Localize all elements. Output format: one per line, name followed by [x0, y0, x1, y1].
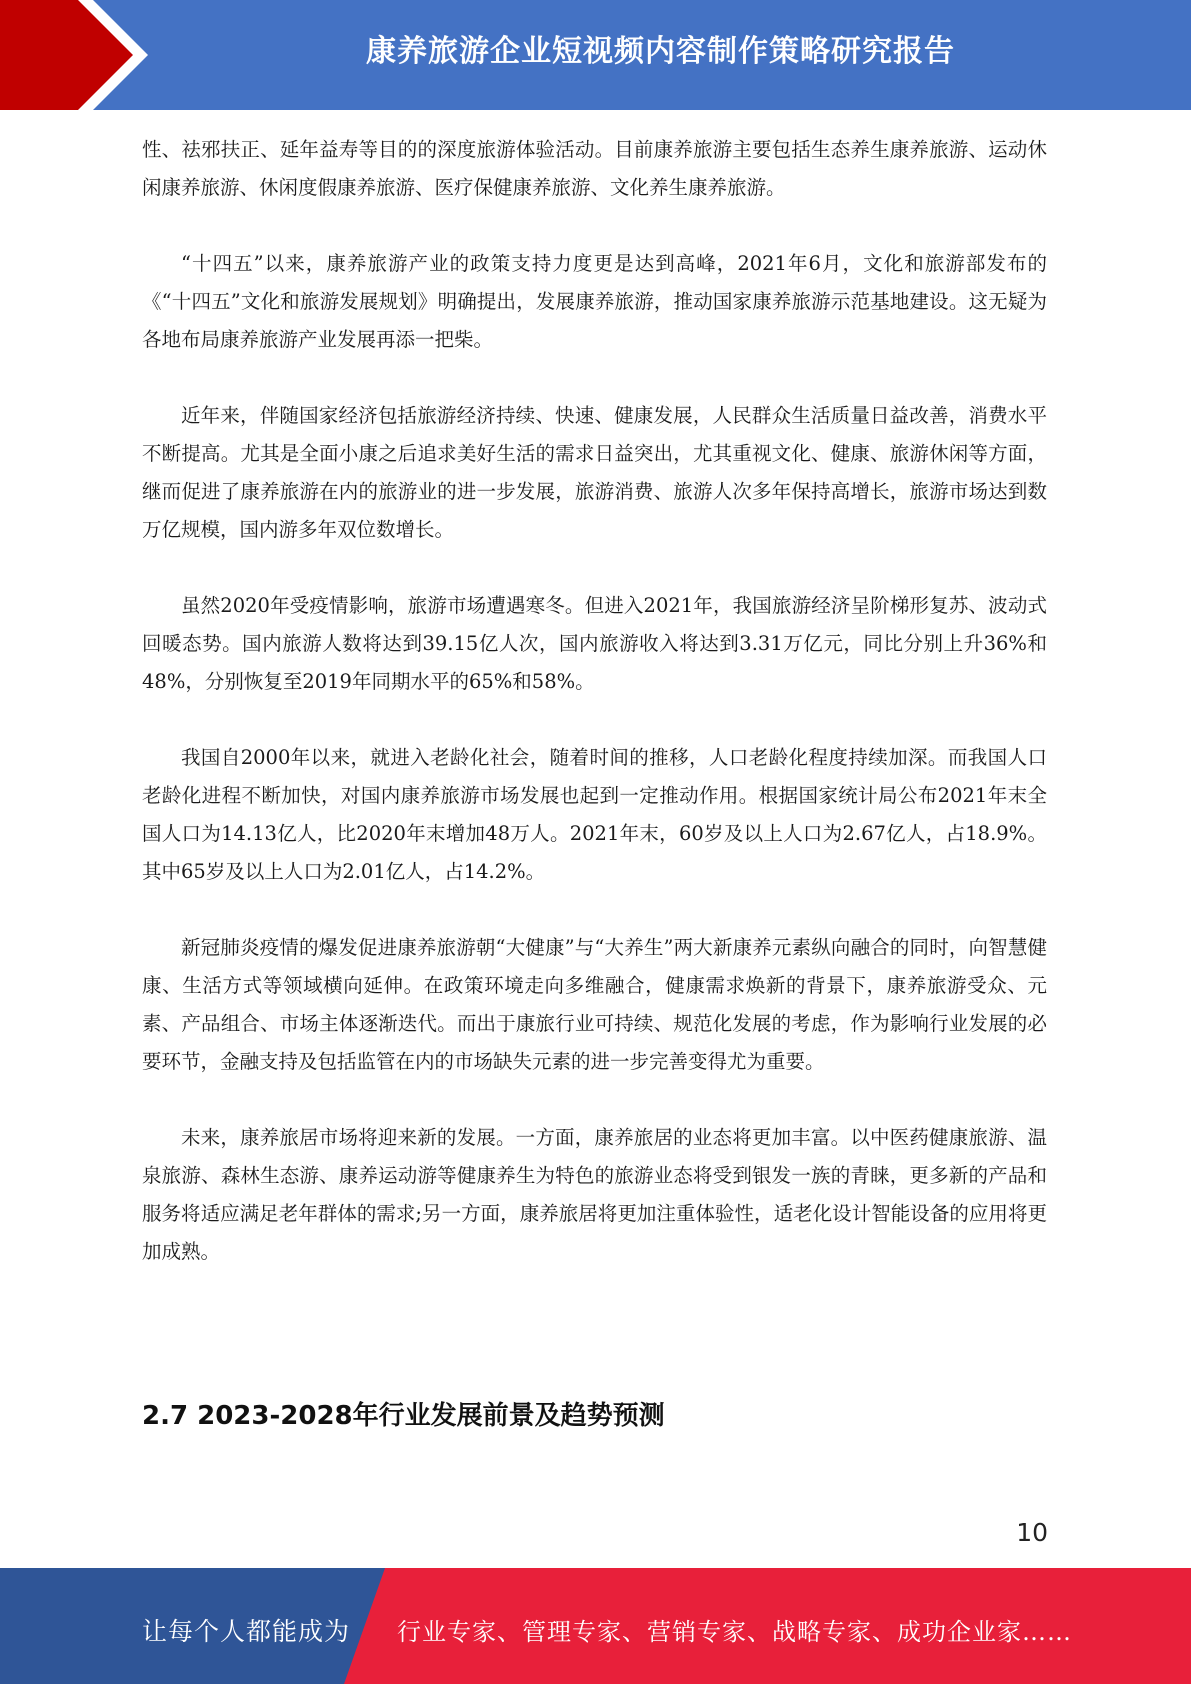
paragraph: 性、祛邪扶正、延年益寿等目的的深度旅游体验活动。目前康养旅游主要包括生态养生康养旅游、运动休闲康养旅游、休闲度假康养旅游、医疗保健康养旅游、文化养生康养旅游。 [142, 138, 1047, 199]
paragraph: 未来，康养旅居市场将迎来新的发展。一方面，康养旅居的业态将更加丰富。以中医药健康旅游、温泉旅游、森林生态游、康养运动游等健康养生为特色的旅游业态将受到银发一族的青睐，更多新的产品和服务将适应满足老年群体的需求;另一方面，康养旅居将更加注重体验性，适老化设计智能设备的应用将更加成熟。 [142, 1126, 1047, 1263]
section-heading: 2.7 2023-2028年行业发展前景及趋势预测 [142, 1401, 665, 1431]
body-content [142, 131, 1047, 1309]
page-header [0, 0, 1191, 110]
paragraph: 我国自2000年以来，就进入老龄化社会，随着时间的推移，人口老龄化程度持续加深。而我国人口老龄化进程不断加快，对国内康养旅游市场发展也起到一定推动作用。根据国家统计局公布2021年末全国人口为14.13亿人，比2020年末增加48万人。2021年末，60岁及以上人口为2.67亿人，占18.9%。其中65岁及以上人口为2.01亿人，占14.2%。 [142, 746, 1047, 883]
page-footer [0, 1568, 1191, 1684]
paragraph: 虽然2020年受疫情影响，旅游市场遭遇寒冬。但进入2021年，我国旅游经济呈阶梯形复苏、波动式回暖态势。国内旅游人数将达到39.15亿人次，国内旅游收入将达到3.31万亿元，同比分别上升36%和48%，分别恢复至2019年同期水平的65%和58%。 [142, 594, 1047, 693]
paragraph: 新冠肺炎疫情的爆发促进康养旅游朝“大健康”与“大养生”两大新康养元素纵向融合的同时，向智慧健康、生活方式等领域横向延伸。在政策环境走向多维融合，健康需求焕新的背景下，康养旅游受众、元素、产品组合、市场主体逐渐迭代。而出于康旅行业可持续、规范化发展的考虑，作为影响行业发展的必要环节，金融支持及包括监管在内的市场缺失元素的进一步完善变得尤为重要。 [142, 936, 1047, 1073]
report-title: 康养旅游企业短视频内容制作策略研究报告 [366, 34, 955, 69]
footer-slogan-right: 行业专家、管理专家、营销专家、战略专家、成功企业家…… [397, 1618, 1072, 1646]
paragraph: 近年来，伴随国家经济包括旅游经济持续、快速、健康发展，人民群众生活质量日益改善，消费水平不断提高。尤其是全面小康之后追求美好生活的需求日益突出，尤其重视文化、健康、旅游休闲等方面，继而促进了康养旅游在内的旅游业的进一步发展，旅游消费、旅游人次多年保持高增长，旅游市场达到数万亿规模，国内游多年双位数增长。 [142, 404, 1047, 541]
page-number: 10 [1016, 1518, 1048, 1547]
paragraph: “十四五”以来，康养旅游产业的政策支持力度更是达到高峰，2021年6月，文化和旅游部发布的《“十四五”文化和旅游发展规划》明确提出，发展康养旅游，推动国家康养旅游示范基地建设。这无疑为各地布局康养旅游产业发展再添一把柴。 [142, 252, 1047, 351]
footer-slogan-left: 让每个人都能成为 [142, 1617, 351, 1646]
